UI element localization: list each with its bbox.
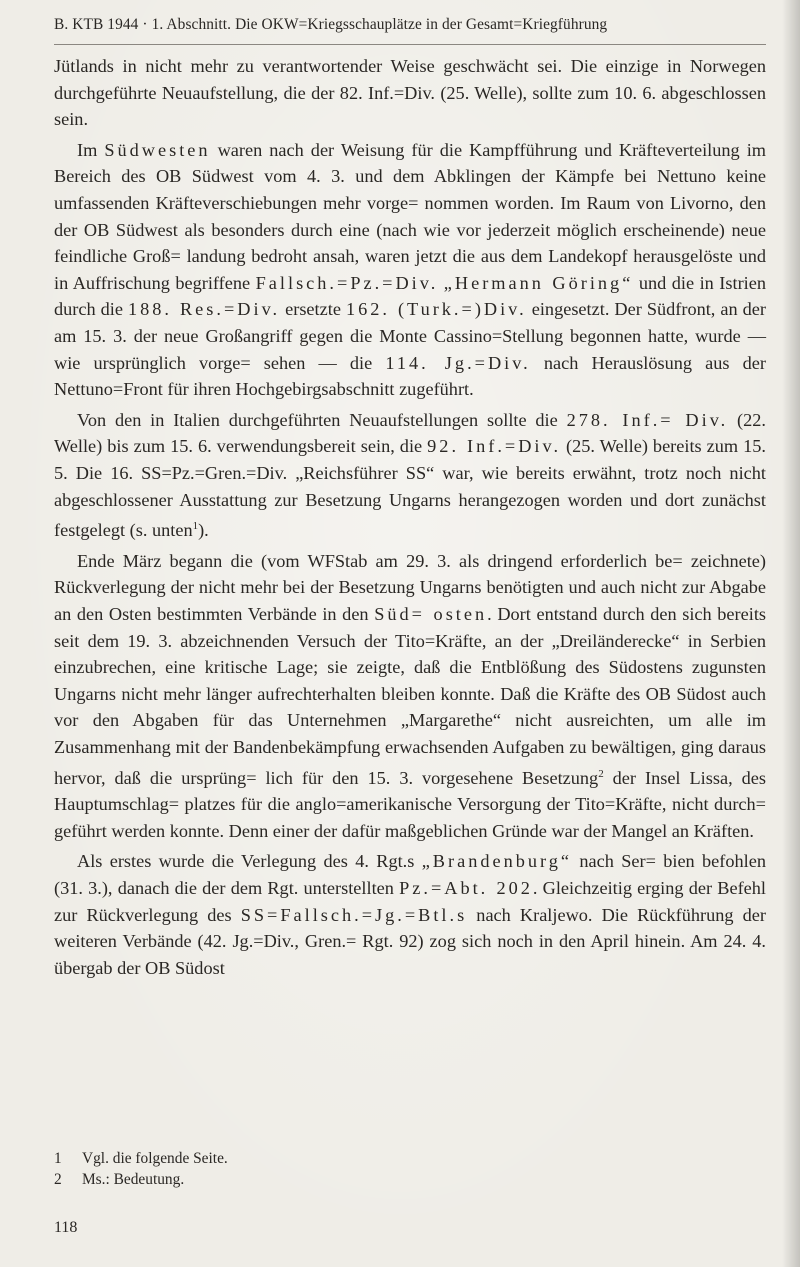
spaced-text: 162. (Turk.=)Div. — [345, 299, 527, 320]
footnote — [54, 1148, 766, 1169]
text-run: ). — [198, 520, 209, 541]
header-rule — [54, 44, 766, 45]
text-run: der Insel Lissa, des Hauptumschlag= platzes für die anglo=amerikanische Versorgung der Tito=Kräfte, nicht durch= geführt werden konnte. Denn einer der dafür maßgeblichen Gründe war der Mangel an Kräften. — [54, 767, 766, 841]
footnote-ref: 1 — [192, 520, 199, 533]
spaced-text: Südwesten — [104, 139, 211, 160]
spaced-text: 188. Res.=Div. — [127, 299, 281, 320]
text-run: Von den in Italien durchgeführten Neuaufstellungen sollte die — [77, 409, 567, 430]
paragraph — [54, 137, 766, 403]
spaced-text: 278. Inf.= Div. — [566, 409, 729, 430]
footnote-ref: 2 — [598, 767, 604, 780]
footnote-number: 2 — [54, 1171, 62, 1188]
paragraph — [54, 548, 766, 845]
spaced-text: 92. Inf.=Div. — [427, 436, 562, 457]
running-header: B. KTB 1944 · 1. Abschnitt. Die OKW=Kriegsschauplätze in der Gesamt=Kriegführung — [54, 16, 608, 33]
spaced-text: 114. Jg.=Div. — [385, 352, 531, 373]
footnote-text: Ms.: Bedeutung. — [82, 1171, 185, 1188]
spaced-text: Pz.=Abt. 202 — [399, 878, 533, 898]
paragraph — [54, 407, 766, 544]
footnote — [54, 1169, 766, 1190]
spaced-text: „Hermann Göring“ — [443, 272, 634, 293]
text-run: Im — [77, 139, 105, 160]
text-run: Als erstes wurde die Verlegung des 4. Rgt.s — [77, 851, 422, 872]
spaced-text: SS=Fallsch.=Jg.=Btl.s — [240, 904, 468, 925]
spaced-text: „Brandenburg“ — [421, 851, 573, 872]
spaced-text: Fallsch.=Pz.=Div. — [255, 272, 439, 293]
text-run: (22. Welle) bis zum 15. 6. verwendungsbereit sein, die — [54, 409, 766, 457]
text-run: Ende März begann die (vom WFStab am 29. 3. als dringend erforderlich be= zeichnete) Rückverlegung der nicht mehr bei der Besetzung Ungarns benötigten und auch nicht zur Abgabe an den Osten bestimmten Verbände in den — [54, 550, 766, 624]
body-text — [54, 53, 766, 985]
footnotes — [54, 1148, 766, 1190]
text-run: . Gleichzeitig erging der Befehl zur Rückverlegung des — [54, 878, 766, 925]
paragraph — [54, 53, 766, 133]
footnote-number: 1 — [54, 1150, 62, 1167]
spaced-text: Süd= osten — [374, 603, 488, 624]
text-run: eingesetzt. Der Südfront, an der am 15. 3. der neue Großangriff gegen die Monte Cassino=Stellung begonnen hatte, wurde — wie ursprünglich vorge= sehen — die — [54, 299, 766, 373]
text-run: (25. Welle) bereits zum 15. 5. Die 16. SS=Pz.=Gren.=Div. „Reichsführer SS“ war, wie bereits erwähnt, trotz noch nicht abgeschlossener Ausstattung zur Besetzung Ungarns herangezogen worden und dort zunächst festgelegt (s. unten — [54, 436, 766, 541]
text-run: . Dort entstand durch den sich bereits seit dem 19. 3. abzeichnenden Versuch der Tito=Kräfte, an der „Dreiländerecke“ in Serbien einzubrechen, eine kritische Lage; sie zeigte, daß die Entblößung des Südostens zugunsten Ungarns nicht mehr länger aufrechterhalten bleiben konnte. Daß die Kräfte des OB Südost auch vor den Abgaben für das Unternehmen „Margarethe“ nicht ausreichten, um alle im Zusammenhang mit der Bandenbekämpfung erwachsenden Aufgaben zu bewältigen, ging daraus hervor, daß die ursprüng= lich für den 15. 3. vorgesehene Besetzung — [54, 603, 767, 788]
text-run: Jütlands in nicht mehr zu verantwortender Weise geschwächt sei. Die einzige in Norwegen durchgeführte Neuaufstellung, die der 82. Inf.=Div. (25. Welle), sollte zum 10. 6. abgeschlossen sein. — [54, 56, 766, 130]
text-run: ersetzte — [280, 299, 346, 320]
text-run: und die in Istrien durch die — [54, 272, 766, 320]
text-run: nach Ser= bien befohlen (31. 3.), danach die der dem Rgt. unterstellten — [54, 851, 766, 898]
text-run: nach Herauslösung aus der Nettuno=Front für ihren Hochgebirgsabschnitt zugeführt. — [54, 352, 766, 400]
page-number: 118 — [54, 1219, 78, 1236]
footnote-text: Vgl. die folgende Seite. — [82, 1150, 228, 1167]
text-run: waren nach der Weisung für die Kampfführung und Kräfteverteilung im Bereich des OB Südwest vom 4. 3. und dem Abklingen der Kämpfe bei Nettuno keine umfassenden Kräfteverschiebungen mehr vorge= nommen worden. Im Raum von Livorno, den der OB Südwest als besonders durch eine (nach wie vor jederzeit möglich erscheinende) neue feindliche Groß= landung bedroht ansah, waren jetzt die aus dem Landekopf herausgelöste und in Auffrischung begriffene — [54, 139, 766, 293]
paragraph — [54, 848, 766, 981]
text-run: nach Kraljewo. Die Rückführung der weiteren Verbände (42. Jg.=Div., Gren.= Rgt. 92) zog sich noch in den April hinein. Am 24. 4. übergab der OB Südost — [54, 904, 766, 978]
